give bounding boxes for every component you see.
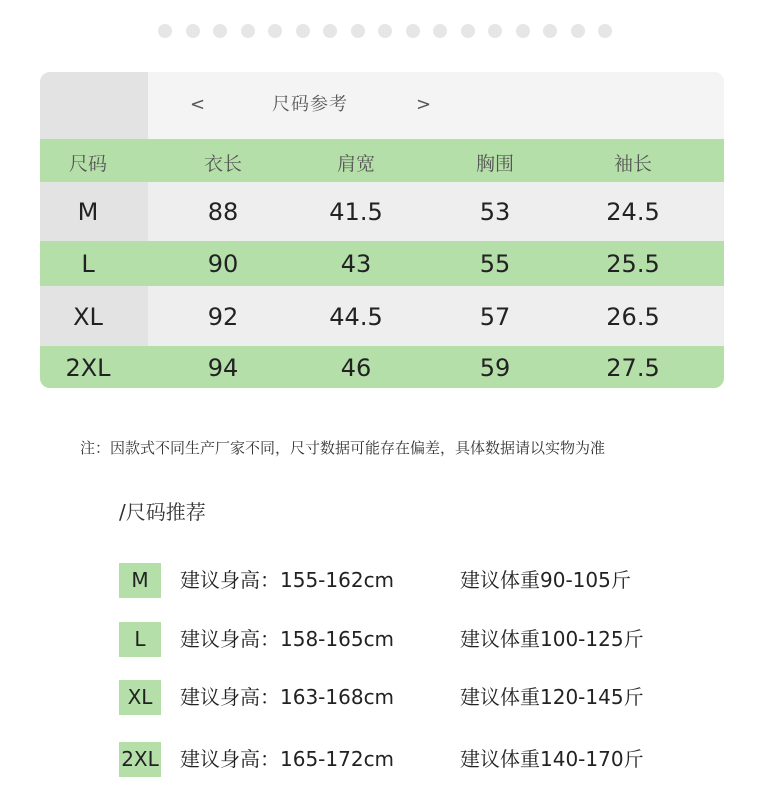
page-dot	[406, 24, 420, 38]
page-dots	[158, 24, 612, 38]
cell-sleeve: 27.5	[606, 354, 660, 382]
cell-sleeve: 24.5	[606, 198, 660, 226]
header-shoulder: 肩宽	[336, 153, 375, 175]
table-row	[40, 241, 724, 286]
recommend-weight: 建议体重140-170斤	[460, 747, 644, 771]
cell-length: 90	[207, 250, 239, 278]
page-dot	[598, 24, 612, 38]
cell-chest: 53	[479, 198, 511, 226]
table-row	[40, 346, 724, 388]
cell-length: 88	[207, 198, 239, 226]
page-dot	[516, 24, 530, 38]
page-dot	[213, 24, 227, 38]
page-dot	[543, 24, 557, 38]
cell-shoulder: 46	[340, 354, 372, 382]
recommend-height: 建议身高：158-165cm	[180, 627, 395, 651]
page-dot	[433, 24, 447, 38]
cell-sleeve: 25.5	[606, 250, 660, 278]
prev-arrow-button[interactable]: <	[190, 94, 206, 115]
table-row	[40, 286, 724, 346]
page-dot	[158, 24, 172, 38]
size-badge: M	[119, 563, 161, 598]
table-header-row	[40, 139, 724, 182]
cell-shoulder: 44.5	[329, 303, 383, 331]
cell-size: L	[81, 250, 95, 278]
page-dot	[323, 24, 337, 38]
page-dot	[186, 24, 200, 38]
cell-length: 92	[207, 303, 239, 331]
header-sleeve: 袖长	[613, 153, 652, 175]
cell-length: 94	[207, 354, 239, 382]
page-dot	[296, 24, 310, 38]
size-badge: XL	[119, 680, 161, 715]
cell-chest: 59	[479, 354, 511, 382]
recommend-weight: 建议体重120-145斤	[460, 685, 644, 709]
page-dot	[378, 24, 392, 38]
recommend-height: 建议身高：165-172cm	[180, 747, 395, 771]
header-size: 尺码	[68, 153, 107, 175]
cell-size: 2XL	[65, 354, 111, 382]
size-badge: 2XL	[119, 742, 161, 777]
page-dot	[488, 24, 502, 38]
size-badge: L	[119, 622, 161, 657]
cell-shoulder: 43	[340, 250, 372, 278]
table-row	[40, 182, 724, 241]
cell-shoulder: 41.5	[329, 198, 383, 226]
disclaimer-note: 注：因款式不同生产厂家不同，尺寸数据可能存在偏差，具体数据请以实物为准	[80, 439, 606, 457]
page-dot	[571, 24, 585, 38]
recommend-height: 建议身高：163-168cm	[180, 685, 395, 709]
header-length: 衣长	[203, 153, 242, 175]
cell-chest: 57	[479, 303, 511, 331]
cell-chest: 55	[479, 250, 511, 278]
page-dot	[268, 24, 282, 38]
cell-size: M	[77, 198, 99, 226]
page-dot	[351, 24, 365, 38]
table-title-bar	[148, 72, 724, 139]
table-title: 尺码参考	[272, 94, 348, 115]
cell-sleeve: 26.5	[606, 303, 660, 331]
cell-size: XL	[73, 303, 103, 331]
recommend-weight: 建议体重100-125斤	[460, 627, 644, 651]
page-dot	[461, 24, 475, 38]
size-table-card	[40, 72, 724, 388]
header-chest: 胸围	[475, 153, 514, 175]
recommend-weight: 建议体重90-105斤	[460, 568, 631, 592]
next-arrow-button[interactable]: >	[416, 94, 432, 115]
recommend-title: /尺码推荐	[119, 500, 206, 524]
page-dot	[241, 24, 255, 38]
recommend-height: 建议身高：155-162cm	[180, 568, 395, 592]
